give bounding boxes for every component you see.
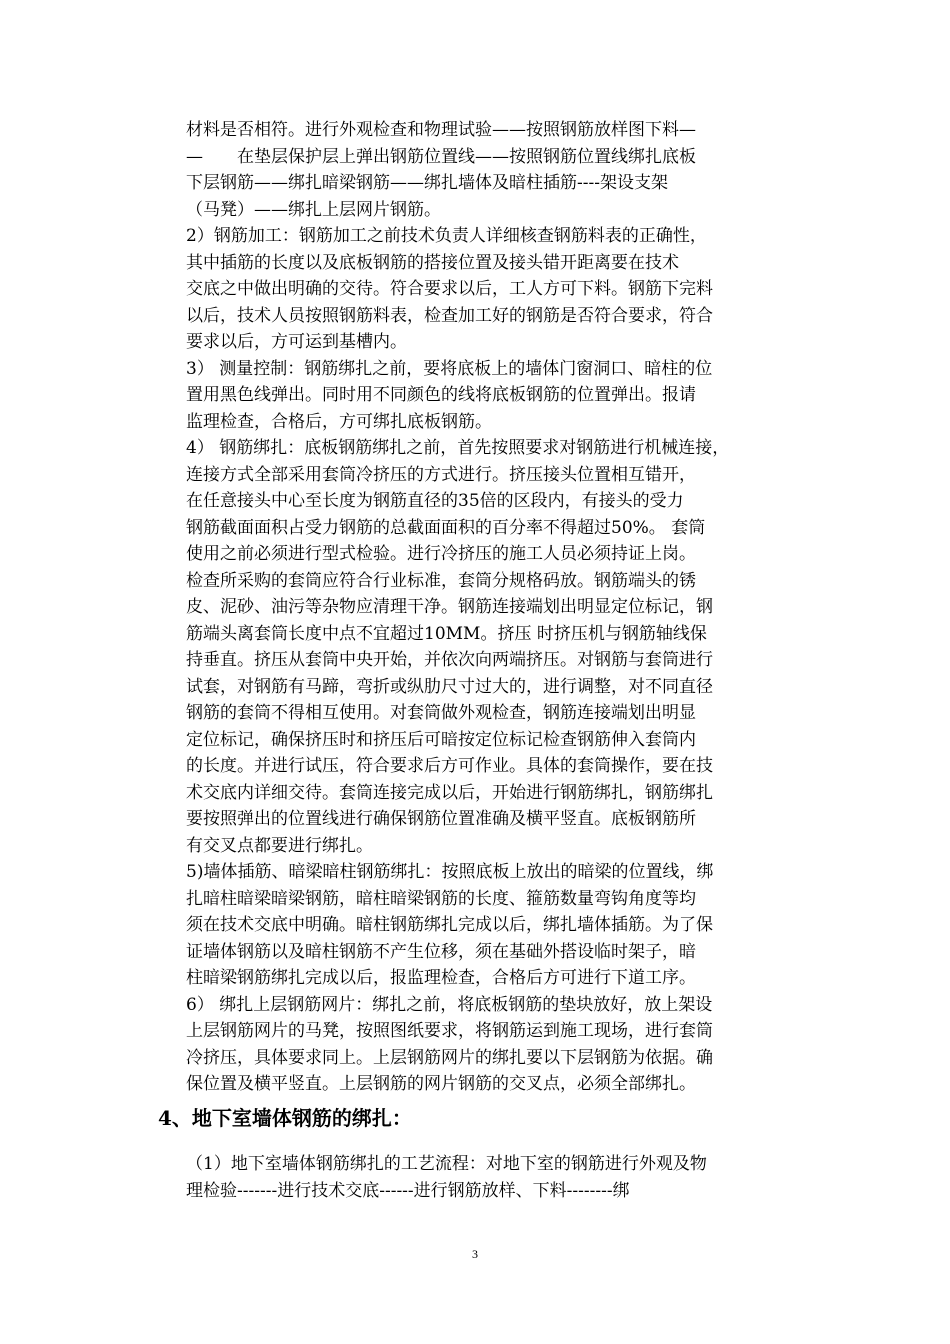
text-line: 的长度。并进行试压，符合要求后方可作业。具体的套筒操作，要在技 bbox=[186, 756, 713, 776]
text-line: 使用之前必须进行型式检验。进行冷挤压的施工人员必须持证上岗。 bbox=[186, 544, 696, 564]
text-line: 其中插筋的长度以及底板钢筋的搭接位置及接头错开距离要在技术 bbox=[186, 252, 679, 273]
text-line: 6） 绑扎上层钢筋网片：绑扎之前，将底板钢筋的垫块放好，放上架设 bbox=[186, 994, 713, 1015]
text-line: 持垂直。挤压从套筒中央开始，并依次向两端挤压。对钢筋与套筒进行 bbox=[186, 650, 713, 670]
text-line: 钢筋的套筒不得相互使用。对套筒做外观检查，钢筋连接端划出明显 bbox=[186, 703, 696, 723]
text-line: 有交叉点都要进行绑扎。 bbox=[186, 835, 373, 856]
text-line: 材料是否相符。进行外观检查和物理试验——按照钢筋放样图下料— bbox=[186, 120, 696, 140]
text-line: （1）地下室墙体钢筋绑扎的工艺流程：对地下室的钢筋进行外观及物 bbox=[186, 1154, 707, 1174]
text-line: 须在技术交底中明确。暗柱钢筋绑扎完成以后，绑扎墙体插筋。为了保 bbox=[186, 915, 713, 935]
text-line: 3） 测量控制：钢筋绑扎之前，要将底板上的墙体门窗洞口、暗柱的位 bbox=[186, 358, 713, 379]
text-line: 冷挤压，具体要求同上。上层钢筋网片的绑扎要以下层钢筋为依据。确 bbox=[186, 1047, 713, 1068]
text-line: 定位标记，确保挤压时和挤压后可暗按定位标记检查钢筋伸入套筒内 bbox=[186, 729, 696, 750]
body-text-part2 bbox=[186, 1151, 806, 1204]
text-line: — 在垫层保护层上弹出钢筋位置线——按照钢筋位置线绑扎底板 bbox=[186, 146, 696, 167]
text-line: 术交底内详细交待。套筒连接完成以后，开始进行钢筋绑扎，钢筋绑扎 bbox=[186, 782, 713, 803]
text-line: 试套，对钢筋有马蹄，弯折或纵肋尺寸过大的，进行调整，对不同直径 bbox=[186, 676, 713, 697]
text-line: 扎暗柱暗梁暗梁钢筋，暗柱暗梁钢筋的长度、箍筋数量弯钩角度等均 bbox=[186, 888, 696, 909]
text-line: 在任意接头中心至长度为钢筋直径的35倍的区段内，有接头的受力 bbox=[186, 491, 684, 511]
text-line: 钢筋截面面积占受力钢筋的总截面面积的百分率不得超过50%。 套筒 bbox=[186, 517, 706, 538]
text-line: 2）钢筋加工：钢筋加工之前技术负责人详细核查钢筋料表的正确性， bbox=[186, 226, 707, 246]
text-line: 皮、泥砂、油污等杂物应清理干净。钢筋连接端划出明显定位标记，钢 bbox=[186, 597, 713, 617]
text-line: 柱暗梁钢筋绑扎完成以后，报监理检查，合格后方可进行下道工序。 bbox=[186, 968, 696, 988]
text-line: 要按照弹出的位置线进行确保钢筋位置准确及横平竖直。底板钢筋所 bbox=[186, 809, 696, 829]
text-line: 上层钢筋网片的马凳，按照图纸要求，将钢筋运到施工现场，进行套筒 bbox=[186, 1021, 713, 1041]
text-line: 证墙体钢筋以及暗柱钢筋不产生位移，须在基础外搭设临时架子，暗 bbox=[186, 941, 696, 962]
text-line: 保位置及横平竖直。上层钢筋的网片钢筋的交叉点，必须全部绑扎。 bbox=[186, 1074, 696, 1094]
text-line: （马凳）——绑扎上层网片钢筋。 bbox=[186, 199, 441, 220]
text-line: 监理检查，合格后，方可绑扎底板钢筋。 bbox=[186, 411, 492, 432]
section-heading: 4、地下室墙体钢筋的绑扎： bbox=[158, 1106, 412, 1130]
text-line: 筋端头离套筒长度中点不宜超过10MM。挤压 时挤压机与钢筋轴线保 bbox=[186, 623, 707, 644]
text-line: 要求以后，方可运到基槽内。 bbox=[186, 332, 407, 352]
text-line: 检查所采购的套筒应符合行业标准，套筒分规格码放。钢筋端头的锈 bbox=[186, 570, 696, 591]
text-line: 下层钢筋——绑扎暗梁钢筋——绑扎墙体及暗柱插筋----架设支架 bbox=[186, 173, 668, 193]
text-line: 连接方式全部采用套筒冷挤压的方式进行。挤压接头位置相互错开， bbox=[186, 464, 696, 485]
page-number: 3 bbox=[472, 1247, 478, 1261]
text-line: 置用黑色线弹出。同时用不同颜色的线将底板钢筋的位置弹出。报请 bbox=[186, 385, 696, 405]
text-line: 以后，技术人员按照钢筋料表，检查加工好的钢筋是否符合要求，符合 bbox=[186, 305, 713, 326]
text-line: 交底之中做出明确的交待。符合要求以后，工人方可下料。钢筋下完料 bbox=[186, 279, 713, 299]
text-line: 理检验-------进行技术交底------进行钢筋放样、下料--------绑 bbox=[186, 1180, 630, 1201]
text-line: 5)墙体插筋、暗梁暗柱钢筋绑扎：按照底板上放出的暗梁的位置线，绑 bbox=[186, 862, 714, 882]
text-line: 4） 钢筋绑扎：底板钢筋绑扎之前，首先按照要求对钢筋进行机械连接， bbox=[186, 438, 730, 458]
body-text-part1 bbox=[186, 117, 806, 1098]
